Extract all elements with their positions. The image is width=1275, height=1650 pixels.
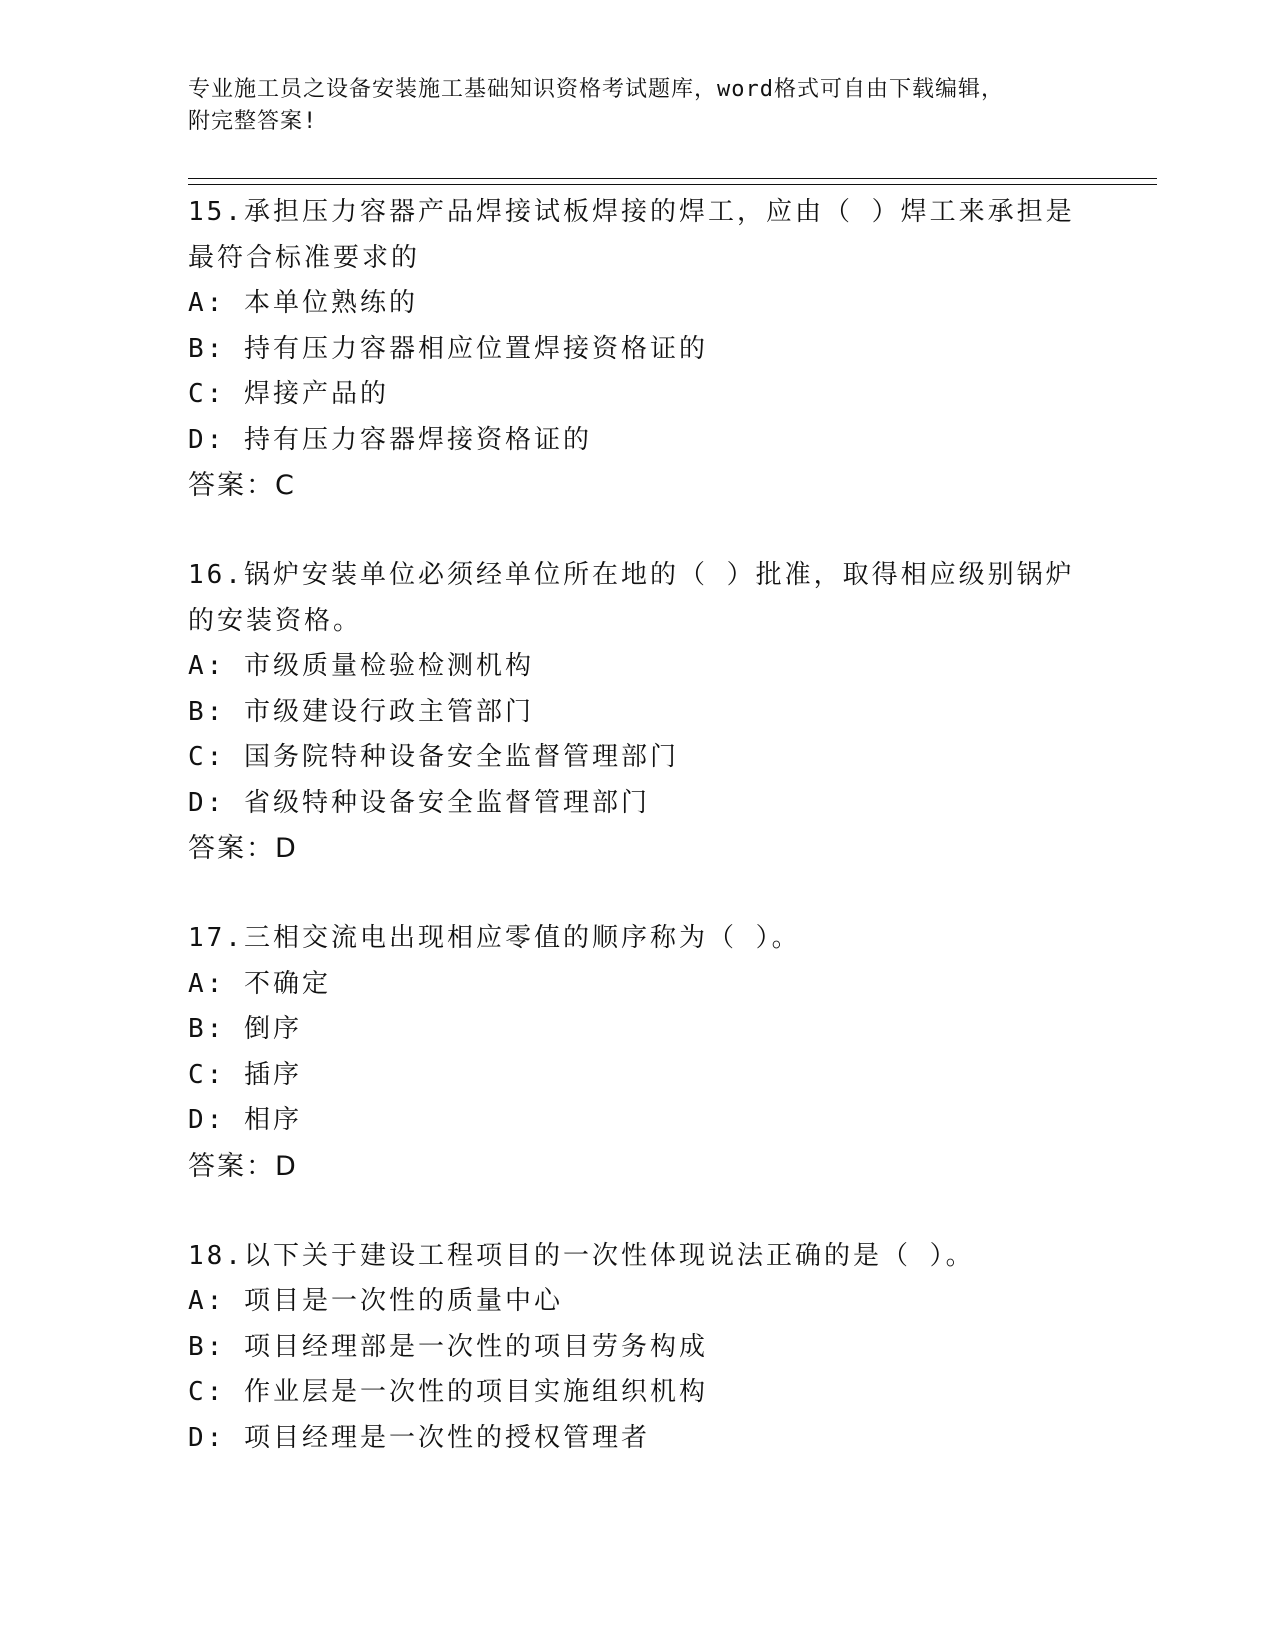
question-stem: 15.承担压力容器产品焊接试板焊接的焊工，应由（ ）焊工来承担是 <box>188 197 1075 227</box>
option-d <box>188 1098 1088 1144</box>
option-text: 项目经理是一次性的授权管理者 <box>243 1422 650 1453</box>
option-label: D: <box>188 1422 226 1453</box>
option-text: 项目经理部是一次性的项目劳务构成 <box>243 1331 708 1362</box>
header-divider-top <box>188 178 1157 179</box>
document-header <box>188 74 1088 138</box>
question-16 <box>188 553 1088 872</box>
option-text: 省级特种设备安全监督管理部门 <box>243 787 650 818</box>
question-stem: 17.三相交流电出现相应零值的顺序称为（ ）。 <box>188 923 801 953</box>
option-label: B: <box>188 333 226 364</box>
option-text: 作业层是一次性的项目实施组织机构 <box>243 1377 708 1407</box>
option-label: B: <box>188 1331 226 1362</box>
question-15 <box>188 190 1088 509</box>
option-text: 倒序 <box>243 1014 302 1044</box>
option-a <box>188 962 1088 1008</box>
option-d <box>188 781 1088 827</box>
option-text: 不确定 <box>243 968 331 999</box>
option-label: A: <box>188 288 226 318</box>
option-label: D: <box>188 787 226 818</box>
option-text: 持有压力容器相应位置焊接资格证的 <box>243 333 708 364</box>
option-d <box>188 1416 1088 1462</box>
header-divider-bottom <box>188 184 1157 185</box>
option-label: A: <box>188 651 226 681</box>
option-a <box>188 1279 1088 1325</box>
option-b <box>188 1007 1088 1053</box>
option-text: 市级建设行政主管部门 <box>243 696 534 727</box>
option-c <box>188 735 1088 781</box>
option-b <box>188 1325 1088 1371</box>
option-label: D: <box>188 1105 226 1135</box>
option-text: 国务院特种设备安全监督管理部门 <box>243 742 679 772</box>
header-line-2: 附完整答案! <box>188 109 318 134</box>
option-text: 插序 <box>243 1059 302 1090</box>
question-stem: 16.锅炉安装单位必须经单位所在地的（ ）批准，取得相应级别锅炉 <box>188 560 1075 590</box>
option-text: 市级质量检验检测机构 <box>243 651 534 681</box>
option-label: D: <box>188 424 226 455</box>
header-line-1: 专业施工员之设备安装施工基础知识资格考试题库，word格式可自由下载编辑， <box>188 77 1004 102</box>
option-a <box>188 644 1088 690</box>
option-b <box>188 327 1088 373</box>
option-a <box>188 281 1088 327</box>
option-c <box>188 372 1088 418</box>
answer-line: 答案：D <box>188 1150 298 1182</box>
option-c <box>188 1053 1088 1099</box>
answer-line: 答案：C <box>188 470 296 501</box>
option-text: 相序 <box>243 1105 302 1135</box>
option-label: A: <box>188 1286 226 1316</box>
option-label: C: <box>188 379 226 409</box>
question-17 <box>188 916 1088 1190</box>
question-stem-continued: 的安装资格。 <box>188 605 363 636</box>
option-text: 本单位熟练的 <box>243 288 418 318</box>
option-text: 焊接产品的 <box>243 379 389 409</box>
option-d <box>188 418 1088 464</box>
option-label: B: <box>188 1014 226 1044</box>
option-c <box>188 1370 1088 1416</box>
question-list <box>188 190 1088 1505</box>
option-b <box>188 690 1088 736</box>
option-text: 持有压力容器焊接资格证的 <box>243 424 592 455</box>
question-stem-continued: 最符合标准要求的 <box>188 242 421 273</box>
option-label: C: <box>188 1059 226 1090</box>
option-label: C: <box>188 1377 226 1407</box>
answer-line: 答案：D <box>188 833 298 864</box>
option-text: 项目是一次性的质量中心 <box>243 1286 563 1316</box>
option-label: C: <box>188 742 226 772</box>
question-18 <box>188 1234 1088 1462</box>
option-label: B: <box>188 696 226 727</box>
question-stem: 18.以下关于建设工程项目的一次性体现说法正确的是（ ）。 <box>188 1240 975 1271</box>
option-label: A: <box>188 968 226 999</box>
